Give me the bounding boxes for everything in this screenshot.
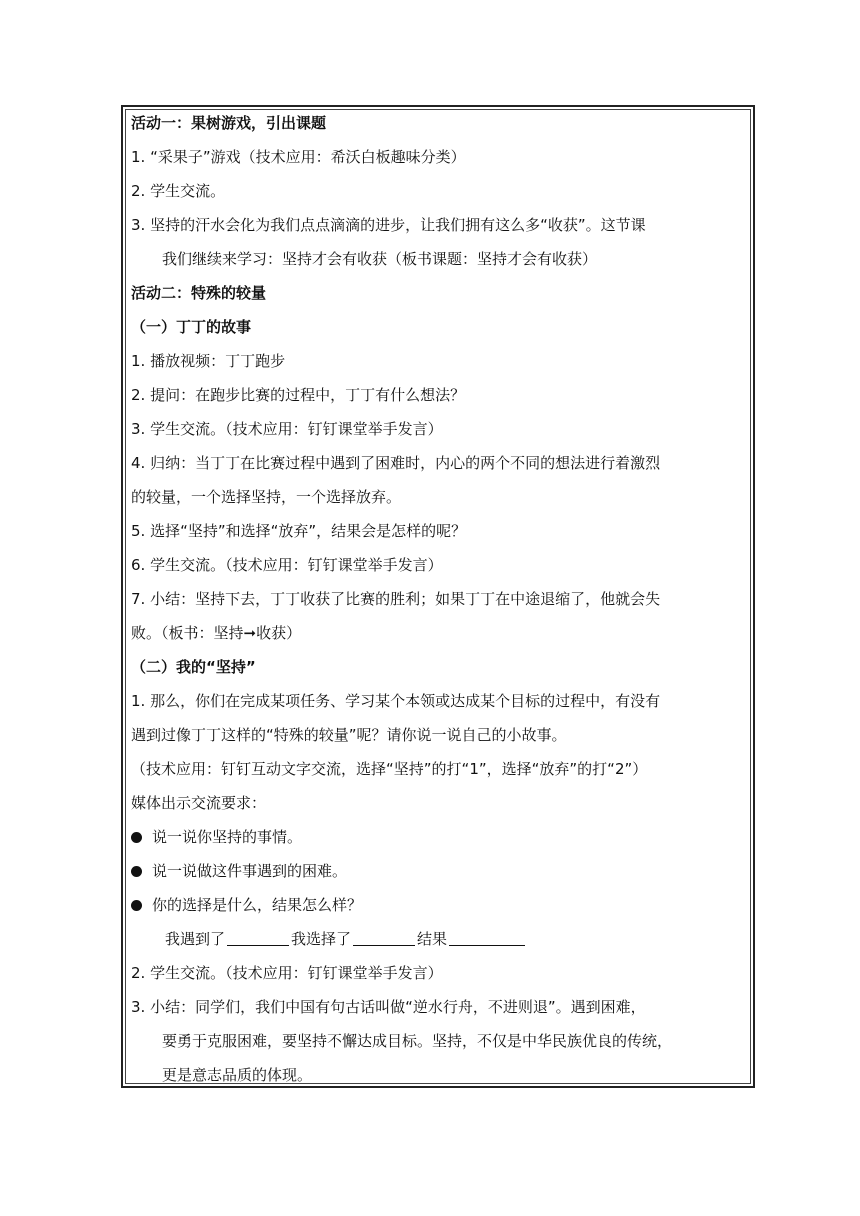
activity-two-title: 活动二：特殊的较量: [131, 284, 267, 302]
section-two-title: （二）我的“坚持”: [131, 658, 256, 676]
fill-label-encounter: 我遇到了: [165, 930, 226, 948]
bullet-text: 说一说做这件事遇到的困难。: [152, 862, 348, 880]
fill-blank: [353, 931, 415, 946]
media-note: 媒体出示交流要求：: [131, 794, 267, 812]
section-one-item: 2. 提问：在跑步比赛的过程中，丁丁有什么想法？: [131, 386, 466, 404]
fill-blank: [227, 931, 289, 946]
section-one-item: 7. 小结：坚持下去，丁丁收获了比赛的胜利；如果丁丁在中途退缩了，他就会失: [131, 590, 661, 608]
section-two-item: 1. 那么，你们在完成某项任务、学习某个本领或达成某个目标的过程中，有没有: [131, 692, 661, 710]
activity-one-item-continued: 我们继续来学习：坚持才会有收获（板书课题：坚持才会有收获）: [162, 250, 598, 268]
section-one-item: 1. 播放视频：丁丁跑步: [131, 352, 286, 370]
section-two-item: 3. 小结：同学们，我们中国有句古话叫做“逆水行舟，不进则退”。遇到困难，: [131, 998, 646, 1016]
bullet-text: 说一说你坚持的事情。: [152, 828, 303, 846]
section-one-item-continued: 的较量，一个选择坚持，一个选择放弃。: [131, 488, 402, 506]
bullet-dot-icon: [131, 866, 142, 877]
fill-label-result: 结果: [417, 930, 448, 948]
section-one-item: 3. 学生交流。（技术应用：钉钉课堂举手发言）: [131, 420, 443, 438]
section-one-item: 6. 学生交流。（技术应用：钉钉课堂举手发言）: [131, 556, 443, 574]
section-one-item: 5. 选择“坚持”和选择“放弃”，结果会是怎样的呢？: [131, 522, 467, 540]
section-one-title: （一）丁丁的故事: [131, 318, 252, 336]
tech-note: （技术应用：钉钉互动文字交流，选择“坚持”的打“1”，选择“放弃”的打“2”）: [131, 760, 648, 778]
activity-one-item: 3. 坚持的汗水会化为我们点点滴滴的进步，让我们拥有这么多“收获”。这节课: [131, 216, 646, 234]
section-two-item-continued: 要勇于克服困难，要坚持不懈达成目标。坚持，不仅是中华民族优良的传统，: [162, 1032, 673, 1050]
section-two-item-continued: 遇到过像丁丁这样的“特殊的较量”呢？请你说一说自己的小故事。: [131, 726, 567, 744]
section-one-item: 4. 归纳：当丁丁在比赛过程中遇到了困难时，内心的两个不同的想法进行着激烈: [131, 454, 661, 472]
bullet-item: [131, 895, 362, 915]
bullet-dot-icon: [131, 900, 142, 911]
fill-blank: [449, 931, 525, 946]
section-two-item-continued: 更是意志品质的体现。: [162, 1066, 313, 1084]
bullet-item: [131, 861, 347, 881]
fill-label-choice: 我选择了: [291, 930, 352, 948]
section-two-item: 2. 学生交流。（技术应用：钉钉课堂举手发言）: [131, 964, 443, 982]
bullet-dot-icon: [131, 832, 142, 843]
activity-one-item: 1. “采果子”游戏（技术应用：希沃白板趣味分类）: [131, 148, 466, 166]
section-one-item-continued: 败。（板书：坚持➞收获）: [131, 624, 302, 642]
fill-in-line: [165, 929, 527, 949]
activity-one-title: 活动一：果树游戏，引出课题: [131, 114, 327, 132]
activity-one-item: 2. 学生交流。: [131, 182, 226, 200]
bullet-text: 你的选择是什么，结果怎么样？: [152, 896, 363, 914]
bullet-item: [131, 827, 302, 847]
